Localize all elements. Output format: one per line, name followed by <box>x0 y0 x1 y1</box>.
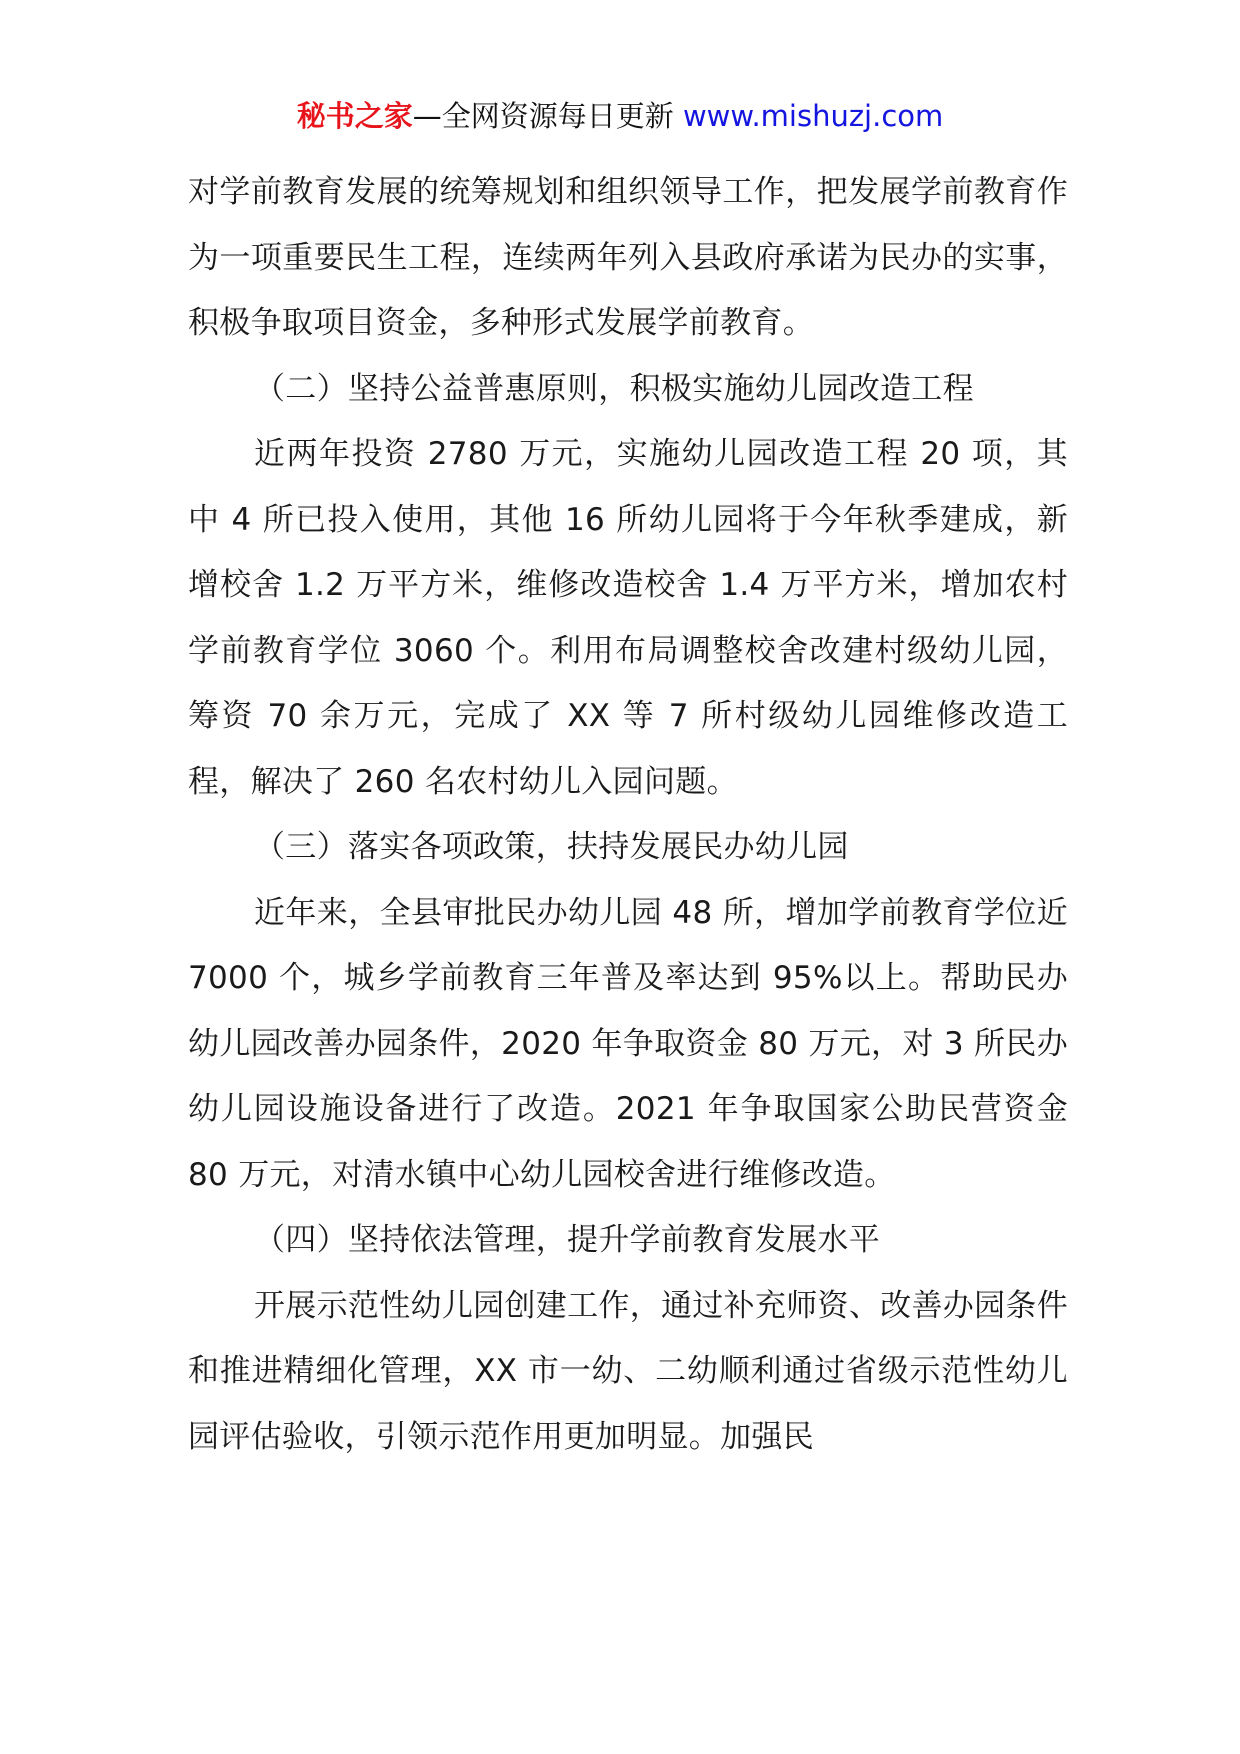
section-heading-2: （二）坚持公益普惠原则，积极实施幼儿园改造工程 <box>254 370 974 407</box>
page-header <box>0 96 1240 136</box>
paragraph-body: 开展示范性幼儿园创建工作，通过补充师资、改善办园条件和推进精细化管理，XX 市一幼、二幼顺利通过省级示范性幼儿园评估验收，引领示范作用更加明显。加强民 <box>188 1287 1068 1455</box>
section-heading-3: （三）落实各项政策，扶持发展民办幼儿园 <box>254 829 849 865</box>
header-tagline: —全网资源每日更新 <box>412 99 674 133</box>
section-heading-4: （四）坚持依法管理，提升学前教育发展水平 <box>254 1222 880 1258</box>
site-url-link[interactable]: www.mishuzj.com <box>673 99 944 133</box>
paragraph-body: 近两年投资 2780 万元，实施幼儿园改造工程 20 项，其中 4 所已投入使用，其他 16 所幼儿园将于今年秋季建成，新增校舍 1.2 万平方米，维修改造校舍 1.4 万平方米，增加农村学前教育学位 3060 个。利用布局调整校舍改建村级幼儿园，筹资 70 余万元，完成了 XX 等 7 所村级幼儿园维修改造工程，解决了 260 名农村幼儿入园问题。 <box>188 436 1068 800</box>
paragraph-body: 近年来，全县审批民办幼儿园 48 所，增加学前教育学位近 7000 个，城乡学前教育三年普及率达到 95%以上。帮助民办幼儿园改善办园条件，2020 年争取资金 80 万元，对 3 所民办幼儿园设施设备进行了改造。2021 年争取国家公助民营资金 80 万元，对清水镇中心幼儿园校舍进行维修改造。 <box>188 894 1068 1193</box>
brand-name: 秘书之家 <box>296 99 413 133</box>
paragraph-continuation: 对学前教育发展的统筹规划和组织领导工作，把发展学前教育作为一项重要民生工程，连续两年列入县政府承诺为民办的实事，积极争取项目资金，多种形式发展学前教育。 <box>188 174 1068 341</box>
document-body <box>188 160 1068 1470</box>
